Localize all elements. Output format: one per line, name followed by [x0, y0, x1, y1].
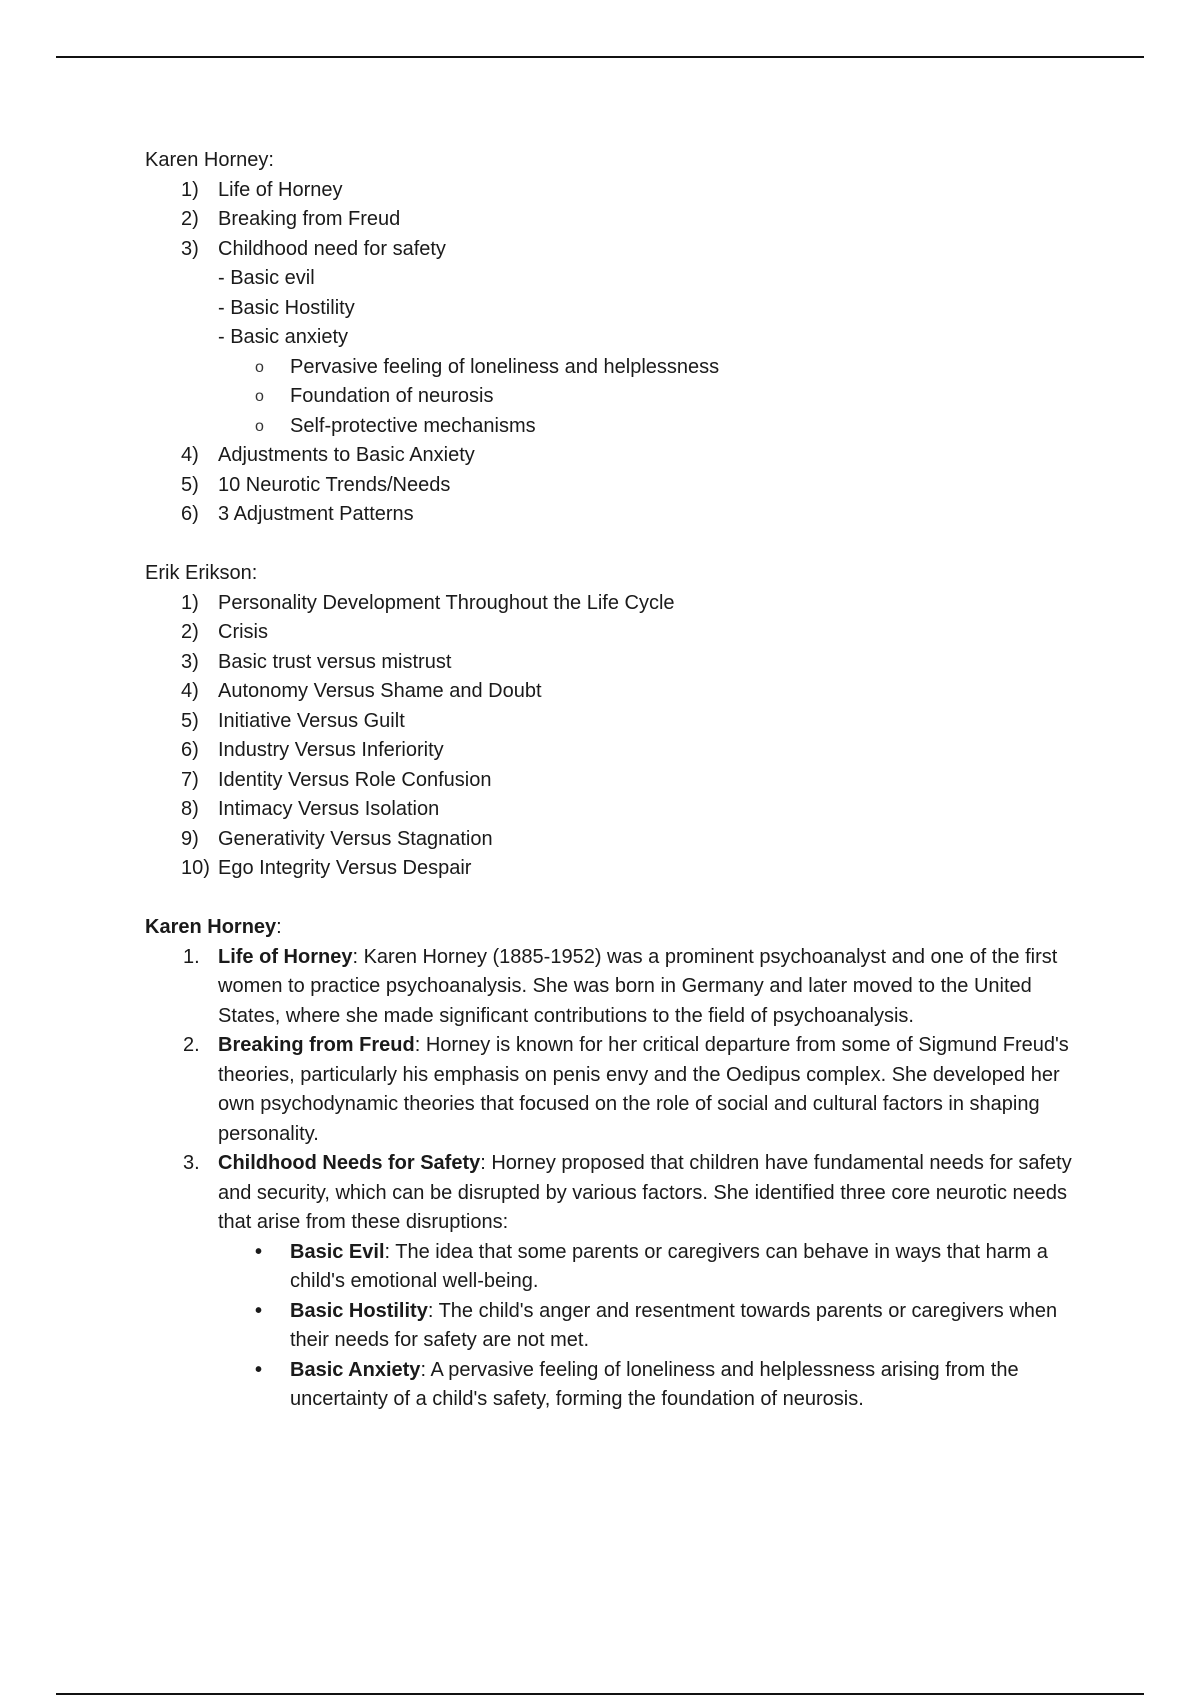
list-item: 5) 10 Neurotic Trends/Needs: [181, 473, 451, 496]
list-item: 10) Ego Integrity Versus Despair: [181, 857, 472, 879]
list-item: 9) Generativity Versus Stagnation: [181, 827, 493, 850]
dash-item: - Basic Hostility: [218, 296, 355, 319]
list-item: • Basic Anxiety: A pervasive feeling of loneliness and helplessness arising from the uncertainty of a child's safety, forming the foundation of neurosis.: [145, 1356, 1085, 1415]
circle-bullet-icon: o: [255, 388, 264, 405]
list-item: o Pervasive feeling of loneliness and helplessness: [145, 353, 1085, 383]
list-item: 5) Initiative Versus Guilt: [181, 709, 405, 732]
circle-bullet-icon: o: [255, 358, 264, 376]
section-heading: Karen Horney:: [145, 916, 282, 938]
list-item: 1. Life of Horney: Karen Horney (1885-1952) was a prominent psychoanalyst and one of the first women to practice psychoanalysis. She was born in Germany and later moved to the United States, where she made significant contributions to the field of psychoanalysis.: [183, 945, 1058, 1027]
list-item: • Basic Hostility: The child's anger and resentment towards parents or caregivers when their needs for safety are not met.: [145, 1297, 1085, 1356]
bullet-icon: •: [255, 1299, 263, 1322]
list-item: 3. Childhood Needs for Safety: Horney proposed that children have fundamental needs for safety and security, which can be disrupted by various factors. She identified three core neurotic needs that arise from these disruptions:: [183, 1152, 1072, 1233]
header-rule: [56, 56, 1144, 58]
bullet-icon: •: [255, 1240, 263, 1263]
list-item: 2) Breaking from Freud: [181, 208, 401, 230]
list-item: o Self-protective mechanisms: [145, 412, 1085, 442]
list-item: 8) Intimacy Versus Isolation: [181, 798, 440, 820]
outline-heading: Karen Horney:: [145, 149, 274, 171]
list-item: 4) Adjustments to Basic Anxiety: [181, 444, 475, 466]
document-body: [145, 146, 1085, 1444]
list-item: 2. Breaking from Freud: Horney is known for her critical departure from some of Sigmund Freud's theories, particularly his emphasis on penis envy and the Oedipus complex. She developed her own psychodynamic theories that focused on the role of social and cultural factors in shaping personality.: [183, 1034, 1069, 1145]
dash-item: - Basic anxiety: [218, 326, 349, 348]
list-item: 4) Autonomy Versus Shame and Doubt: [181, 680, 542, 702]
bullet-icon: •: [255, 1358, 263, 1381]
footer-rule: [56, 1693, 1144, 1695]
list-item: o Foundation of neurosis: [145, 382, 1085, 412]
list-item: 3) Basic trust versus mistrust: [181, 650, 452, 673]
dash-item: - Basic evil: [218, 267, 315, 289]
list-item: 2) Crisis: [181, 621, 268, 643]
detail-horney: [145, 913, 1085, 1415]
list-item: 1) Personality Development Throughout the Life Cycle: [181, 591, 675, 614]
list-item: 3) Childhood need for safety: [181, 237, 446, 260]
list-item: 1) Life of Horney: [181, 178, 343, 201]
list-item: • Basic Evil: The idea that some parents or caregivers can behave in ways that harm a child's emotional well-being.: [145, 1238, 1085, 1297]
circle-bullet-icon: o: [255, 417, 264, 435]
list-item: 6) Industry Versus Inferiority: [181, 739, 444, 761]
list-item: 6) 3 Adjustment Patterns: [181, 503, 414, 525]
outline-erikson: [145, 559, 1085, 884]
outline-horney: [145, 146, 1085, 530]
outline-heading: Erik Erikson:: [145, 562, 258, 584]
list-item: 7) Identity Versus Role Confusion: [181, 768, 492, 791]
